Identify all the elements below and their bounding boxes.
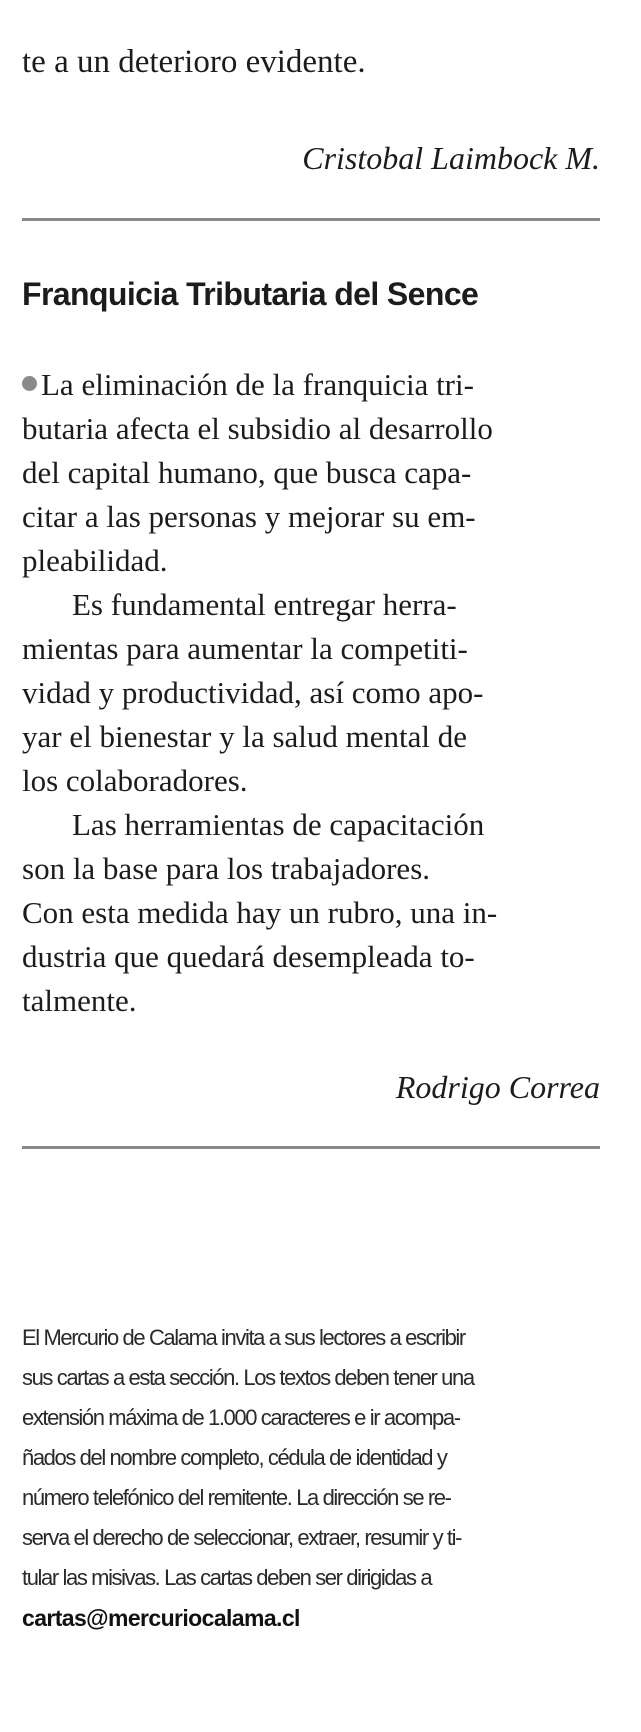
letter-signature: Rodrigo Correa	[395, 1069, 600, 1105]
notice-line: número telefónico del remitente. La dirección se re-	[22, 1485, 451, 1510]
notice-line: sus cartas a esta sección. Los textos deben tener una	[22, 1365, 474, 1390]
letter-line: los colaboradores.	[22, 763, 248, 798]
letter-line: mientas para aumentar la competiti-	[22, 631, 468, 666]
letter-line: Es fundamental entregar herra-	[72, 587, 457, 622]
section-divider	[22, 218, 600, 221]
letter-line: yar el bienestar y la salud mental de	[22, 719, 468, 754]
previous-letter-last-line: te a un deterioro evidente.	[22, 44, 366, 80]
contact-email-link[interactable]: cartas@mercuriocalama.cl	[22, 1605, 300, 1631]
notice-line: serva el derecho de seleccionar, extraer, resumir y ti-	[22, 1525, 462, 1550]
notice-line: extensión máxima de 1.000 caracteres e ir acompa-	[22, 1405, 460, 1430]
letter-line: Las herramientas de capacitación	[72, 807, 485, 842]
bullet-icon	[22, 376, 37, 391]
previous-letter-signature: Cristobal Laimbock M.	[302, 140, 600, 176]
letter-line: vidad y productividad, así como apo-	[22, 675, 484, 710]
notice-line: El Mercurio de Calama invita a sus lectores a escribir	[22, 1325, 465, 1350]
letter-line: talmente.	[22, 983, 137, 1018]
letter-line: son la base para los trabajadores.	[22, 851, 431, 886]
letter-line: butaria afecta el subsidio al desarrollo	[22, 411, 493, 446]
letter-line: Con esta medida hay un rubro, una in-	[22, 895, 498, 930]
letter-title: Franquicia Tributaria del Sence	[22, 276, 479, 312]
letter-line: pleabilidad.	[22, 543, 168, 578]
letter-line: del capital humano, que busca capa-	[22, 455, 472, 490]
letter-body	[22, 363, 600, 1023]
letter-line: dustria que quedará desempleada to-	[22, 939, 475, 974]
letter-line: La eliminación de la franquicia tri-	[22, 363, 600, 407]
notice-line: ñados del nombre completo, cédula de identidad y	[22, 1445, 447, 1470]
submission-notice	[22, 1318, 600, 1638]
notice-line: tular las misivas. Las cartas deben ser dirigidas a	[22, 1565, 432, 1590]
section-divider	[22, 1146, 600, 1149]
letter-line: citar a las personas y mejorar su em-	[22, 499, 476, 534]
